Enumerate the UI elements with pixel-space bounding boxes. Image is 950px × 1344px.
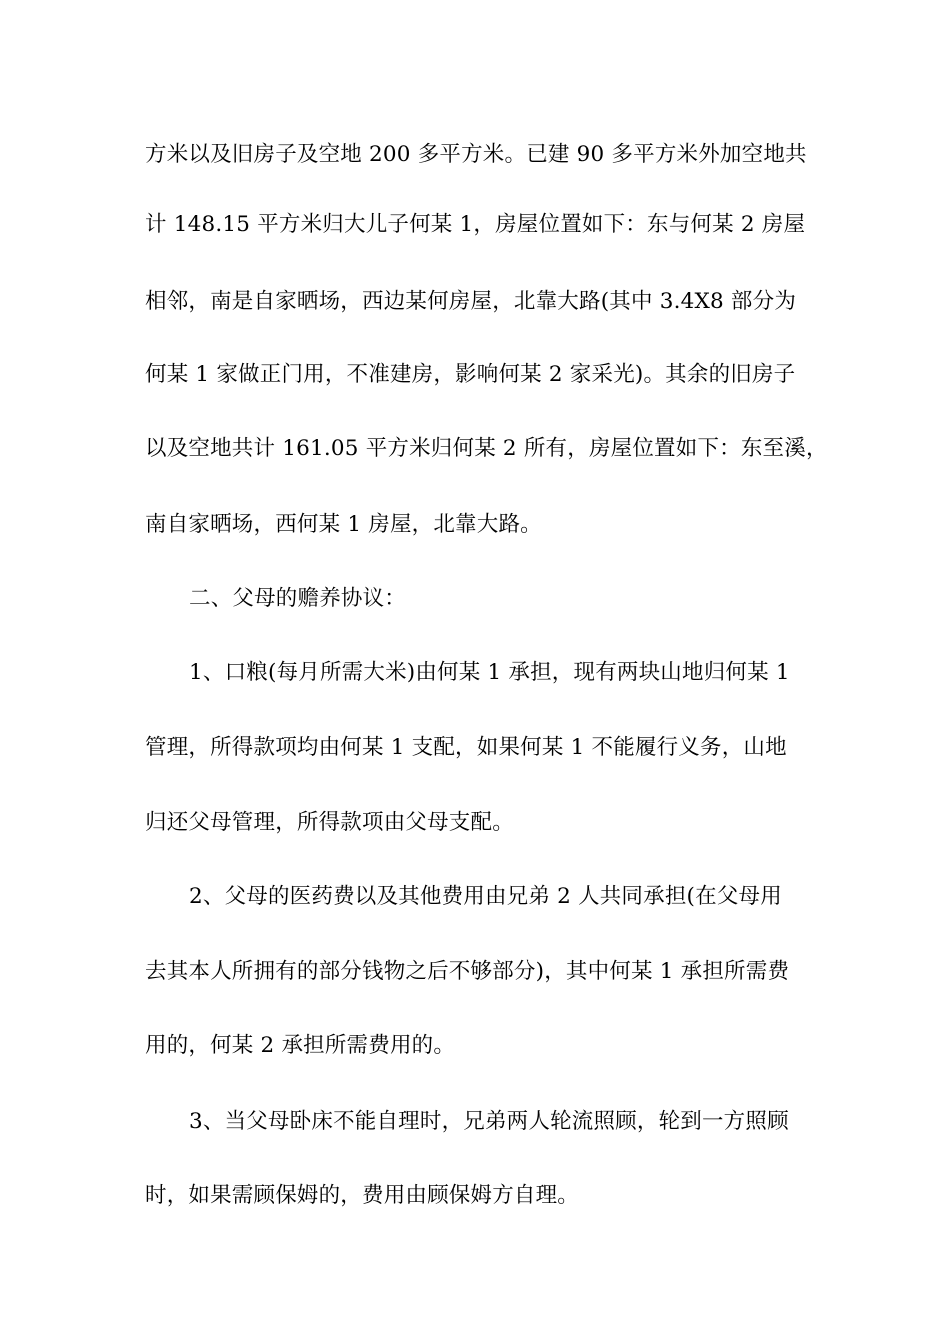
body-text-line: 南自家晒场，西何某 1 房屋，北靠大路。 (145, 512, 542, 537)
body-text-line: 1、口粮(每月所需大米)由何某 1 承担，现有两块山地归何某 1 (189, 660, 790, 685)
body-text-line: 3、当父母卧床不能自理时，兄弟两人轮流照顾，轮到一方照顾 (189, 1109, 789, 1134)
body-text-line: 计 148.15 平方米归大儿子何某 1，房屋位置如下：东与何某 2 房屋 (145, 212, 806, 237)
body-text-line: 何某 1 家做正门用，不准建房，影响何某 2 家采光)。其余的旧房子 (145, 362, 796, 387)
body-text-line: 归还父母管理，所得款项由父母支配。 (145, 810, 514, 835)
body-text-line: 时，如果需顾保姆的，费用由顾保姆方自理。 (145, 1183, 580, 1208)
section-heading: 二、父母的赡养协议： (189, 586, 407, 611)
body-text-line: 相邻，南是自家晒场，西边某何房屋，北靠大路(其中 3.4X8 部分为 (145, 289, 797, 314)
body-text-line: 去其本人所拥有的部分钱物之后不够部分)，其中何某 1 承担所需费 (145, 959, 790, 984)
body-text-line: 管理，所得款项均由何某 1 支配，如果何某 1 不能履行义务，山地 (145, 735, 787, 760)
body-text-line: 方米以及旧房子及空地 200 多平方米。已建 90 多平方米外加空地共 (145, 142, 807, 167)
body-text-line: 以及空地共计 161.05 平方米归何某 2 所有，房屋位置如下：东至溪， (145, 436, 828, 461)
body-text-line: 2、父母的医药费以及其他费用由兄弟 2 人共同承担(在父母用 (189, 884, 782, 909)
body-text-line: 用的，何某 2 承担所需费用的。 (145, 1033, 456, 1058)
